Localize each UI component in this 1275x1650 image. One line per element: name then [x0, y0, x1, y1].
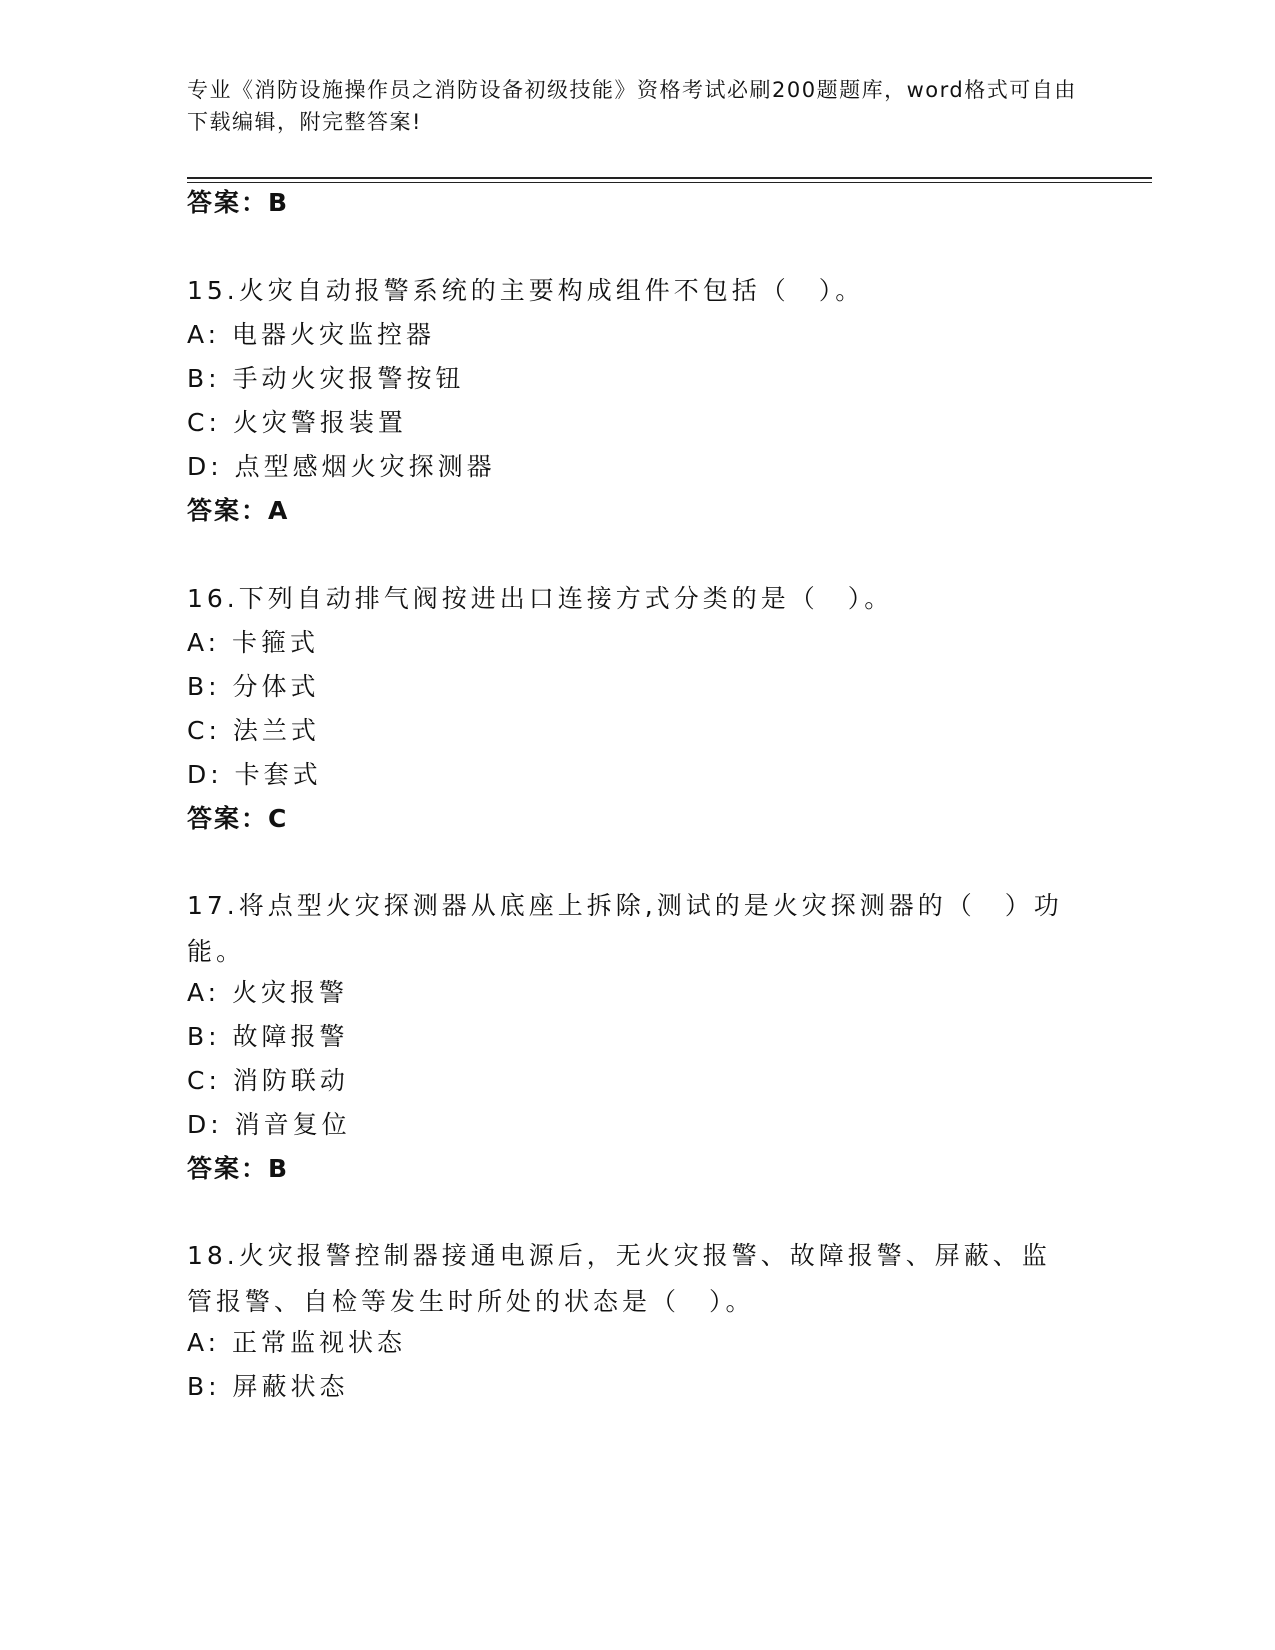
question-stem: 15.火灾自动报警系统的主要构成组件不包括（ ）。 [187, 276, 865, 305]
answer-line: 答案：A [187, 496, 290, 525]
answer-line: 答案：B [187, 1154, 290, 1183]
option-b: B: 手动火灾报警按钮 [187, 364, 465, 393]
option-b: B: 屏蔽状态 [187, 1372, 349, 1401]
option-d: D: 点型感烟火灾探测器 [187, 452, 496, 481]
option-a: A: 正常监视状态 [187, 1328, 407, 1357]
option-d: D: 卡套式 [187, 760, 322, 789]
question-stem: 17.将点型火灾探测器从底座上拆除,测试的是火灾探测器的（ ）功能。 [187, 891, 1063, 966]
option-b: B: 分体式 [187, 672, 320, 701]
question-stem: 16.下列自动排气阀按进出口连接方式分类的是（ ）。 [187, 584, 894, 613]
option-c: C: 法兰式 [187, 716, 320, 745]
option-b: B: 故障报警 [187, 1022, 349, 1051]
option-c: C: 火灾警报装置 [187, 408, 407, 437]
option-d: D: 消音复位 [187, 1110, 351, 1139]
header-divider-thick [187, 177, 1152, 179]
document-header: 专业《消防设施操作员之消防设备初级技能》资格考试必刷200题题库，word格式可自由下载编辑，附完整答案! [187, 78, 1077, 134]
option-a: A: 火灾报警 [187, 978, 349, 1007]
option-a: A: 电器火灾监控器 [187, 320, 436, 349]
option-c: C: 消防联动 [187, 1066, 349, 1095]
question-stem: 18.火灾报警控制器接通电源后，无火灾报警、故障报警、屏蔽、监管报警、自检等发生时所处的状态是（ ）。 [187, 1241, 1051, 1316]
option-a: A: 卡箍式 [187, 628, 320, 657]
answer-line: 答案：B [187, 188, 290, 217]
answer-line: 答案：C [187, 804, 289, 833]
header-divider-thin [187, 182, 1152, 183]
